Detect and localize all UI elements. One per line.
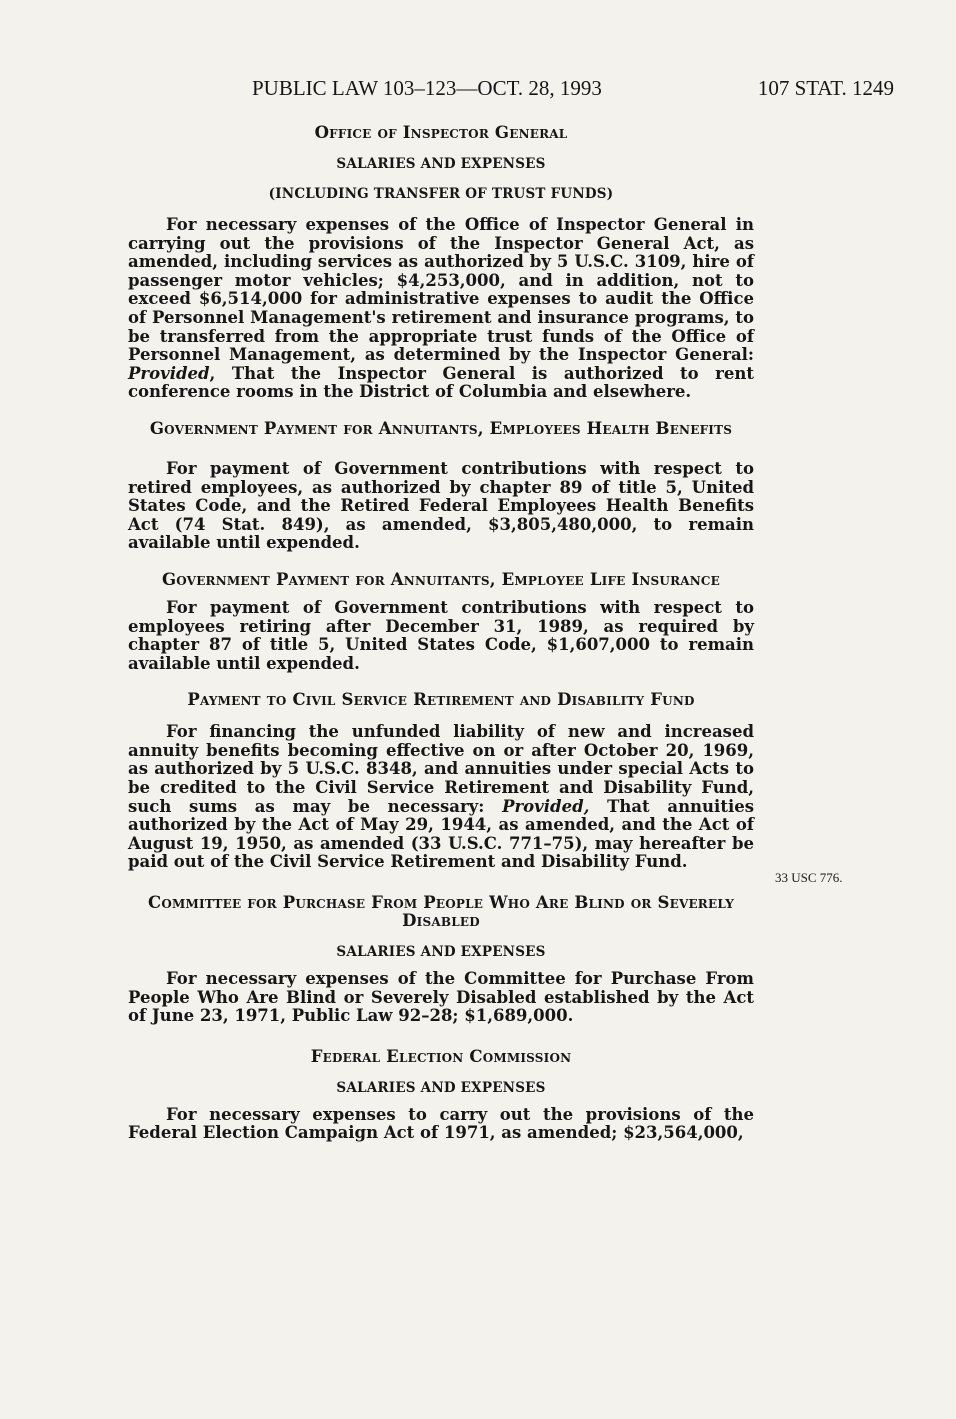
subheading-transfer: (INCLUDING TRANSFER OF TRUST FUNDS) <box>268 186 614 202</box>
subheading-fec-salaries: SALARIES AND EXPENSES <box>336 1079 546 1096</box>
paragraph-health: For payment of Government contributions with respect to retired employees, as authorized by chapter 89 of title 5, United States Code, and the Retired Federal Employees Health Benefits Act (74 Stat. 849), as amended, $3,805,480,000, to remain available until expended. <box>128 458 754 553</box>
section-heading-committee: Committee for Purchase From People Who Are Blind or Severely Disabled <box>148 893 734 931</box>
section-heading-health: Government Payment for Annuitants, Employees Health Benefits <box>149 418 733 438</box>
section-heading-life: Government Payment for Annuitants, Employee Life Insurance <box>161 569 721 589</box>
paragraph-civil: For financing the unfunded liability of new and increased annuity benefits becoming effective on or after October 20, 1969, as authorized by 5 U.S.C. 8348, and annuities under special Acts to be credited to the Civil Service Retirement and Disability Fund, such sums as may be necessary: Provided, That annuities authorized by the Act of May 29, 1944, as amended, and the Act of August 19, 1950, as amended (33 U.S.C. 771–75), may hereafter be paid out of the Civil Service Retirement and Disability Fund. <box>128 722 754 872</box>
paragraph-oig: For necessary expenses of the Office of Inspector General in carrying out the provisions of the Inspector General Act, as amended, including services as authorized by 5 U.S.C. 3109, hire of passenger motor vehicles; $4,253,000, and in addition, not to exceed $6,514,000 for administrative expenses to audit the Office of Personnel Management's retirement and insurance programs, to be transferred from the appropriate trust funds of the Office of Personnel Management, as determined by the Inspector General: Provided, That the Inspector General is authorized to rent conference rooms in the District of Columbia and elsewhere. <box>128 215 754 402</box>
subheading-salaries: SALARIES AND EXPENSES <box>336 156 546 172</box>
section-heading-fec: Federal Election Commission <box>310 1046 572 1066</box>
document-body <box>128 124 754 1143</box>
paragraph-fec: For necessary expenses to carry out the provisions of the Federal Election Campaign Act of 1971, as amended; $23,564,000, <box>128 1104 754 1143</box>
margin-note-usc: 33 USC 776. <box>775 870 843 885</box>
stat-citation: 107 STAT. 1249 <box>757 76 894 100</box>
section-heading-civil: Payment to Civil Service Retirement and Disability Fund <box>187 690 695 710</box>
subheading-committee-salaries: SALARIES AND EXPENSES <box>336 944 546 961</box>
section-heading-oig: Office of Inspector General <box>314 123 568 142</box>
paragraph-committee: For necessary expenses of the Committee for Purchase From People Who Are Blind or Severely Disabled established by the Act of June 23, 1971, Public Law 92–28; $1,689,000. <box>128 969 754 1026</box>
paragraph-life: For payment of Government contributions with respect to employees retiring after December 31, 1989, as required by chapter 87 of title 5, United States Code, $1,607,000 to remain available until expended. <box>128 597 754 673</box>
law-citation: PUBLIC LAW 103–123—OCT. 28, 1993 <box>252 76 602 100</box>
